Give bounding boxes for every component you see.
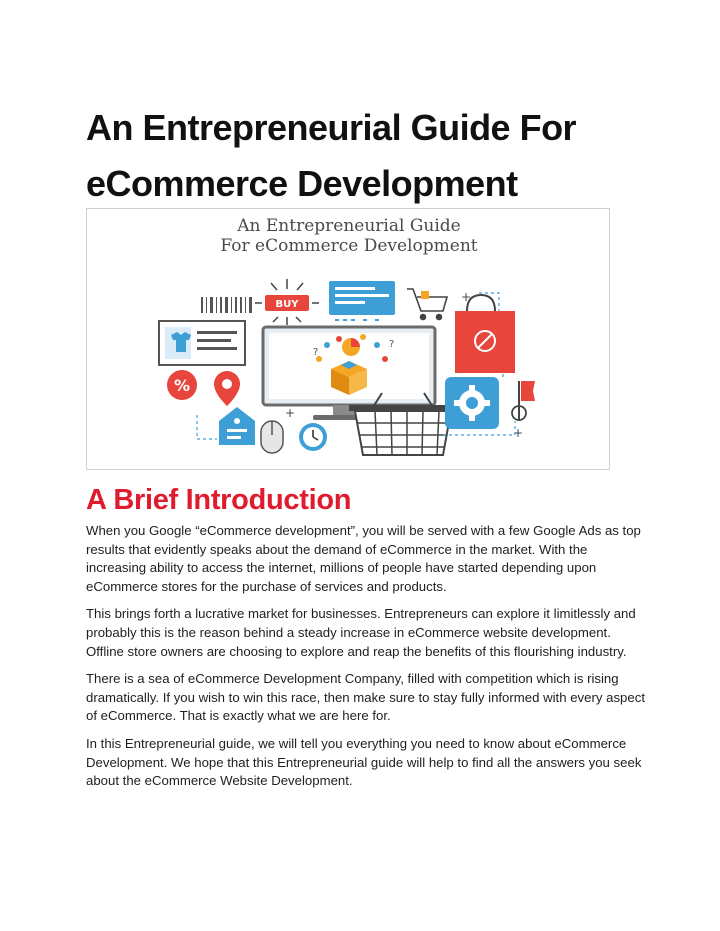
section-heading: A Brief Introduction — [86, 484, 352, 516]
barcode-icon — [201, 297, 252, 313]
figure-caption-line-2: For eCommerce Development — [220, 236, 478, 256]
web-window-icon — [329, 281, 395, 321]
svg-text:+: + — [513, 426, 524, 440]
figure-caption-line-1: An Entrepreneurial Guide — [237, 216, 461, 236]
svg-text:?: ? — [389, 339, 395, 350]
location-pin-icon — [214, 371, 240, 406]
svg-text:?: ? — [313, 347, 319, 358]
shopping-cart-icon — [407, 289, 447, 320]
buy-tag-icon — [255, 279, 319, 325]
plus-decoration: + — [461, 290, 472, 304]
body-text — [86, 522, 646, 800]
document-title — [86, 100, 686, 212]
paragraph: When you Google “eCommerce development”, you will be served with a few Google Ads as top results that evidently speaks about the demand of eCommerce in the market. With the increasing ability to access the internet, millions of people have started depending upon eCommerce stores for the purchase of services and products. — [86, 523, 641, 594]
title-line-2: eCommerce Development — [86, 163, 518, 204]
paragraph: This brings forth a lucrative market for businesses. Entrepreneurs can explore it limitlessly and probably this is the reason behind a steady increase in eCommerce website development. Offline store owners are choosing to explore and reap the benefits of this flourishing industry. — [86, 606, 636, 659]
settings-gear-icon — [445, 377, 499, 429]
mouse-icon — [261, 421, 283, 453]
clock-icon — [299, 423, 327, 451]
hero-illustration — [86, 208, 610, 470]
percent-symbol: % — [173, 376, 191, 395]
shopping-bag-icon — [455, 295, 515, 373]
percent-badge-icon — [167, 370, 197, 400]
paragraph: In this Entrepreneurial guide, we will tell you everything you need to know about eCommerce Development. We hope that this Entrepreneurial guide will help to find all the answers you seek about the eCommerce Website Development. — [86, 735, 642, 789]
title-line-1: An Entrepreneurial Guide For — [86, 107, 577, 148]
flag-icon — [512, 381, 535, 421]
product-card-icon — [159, 321, 245, 365]
svg-text:+: + — [285, 406, 296, 420]
price-tag-icon — [219, 407, 255, 445]
buy-tag-label: BUY — [275, 299, 299, 310]
paragraph: There is a sea of eCommerce Development Company, filled with competition which is rising dramatically. If you wish to win this race, then make sure to stay fully informed with every aspect of eCommerce. That is exactly what we are here for. — [86, 671, 645, 724]
